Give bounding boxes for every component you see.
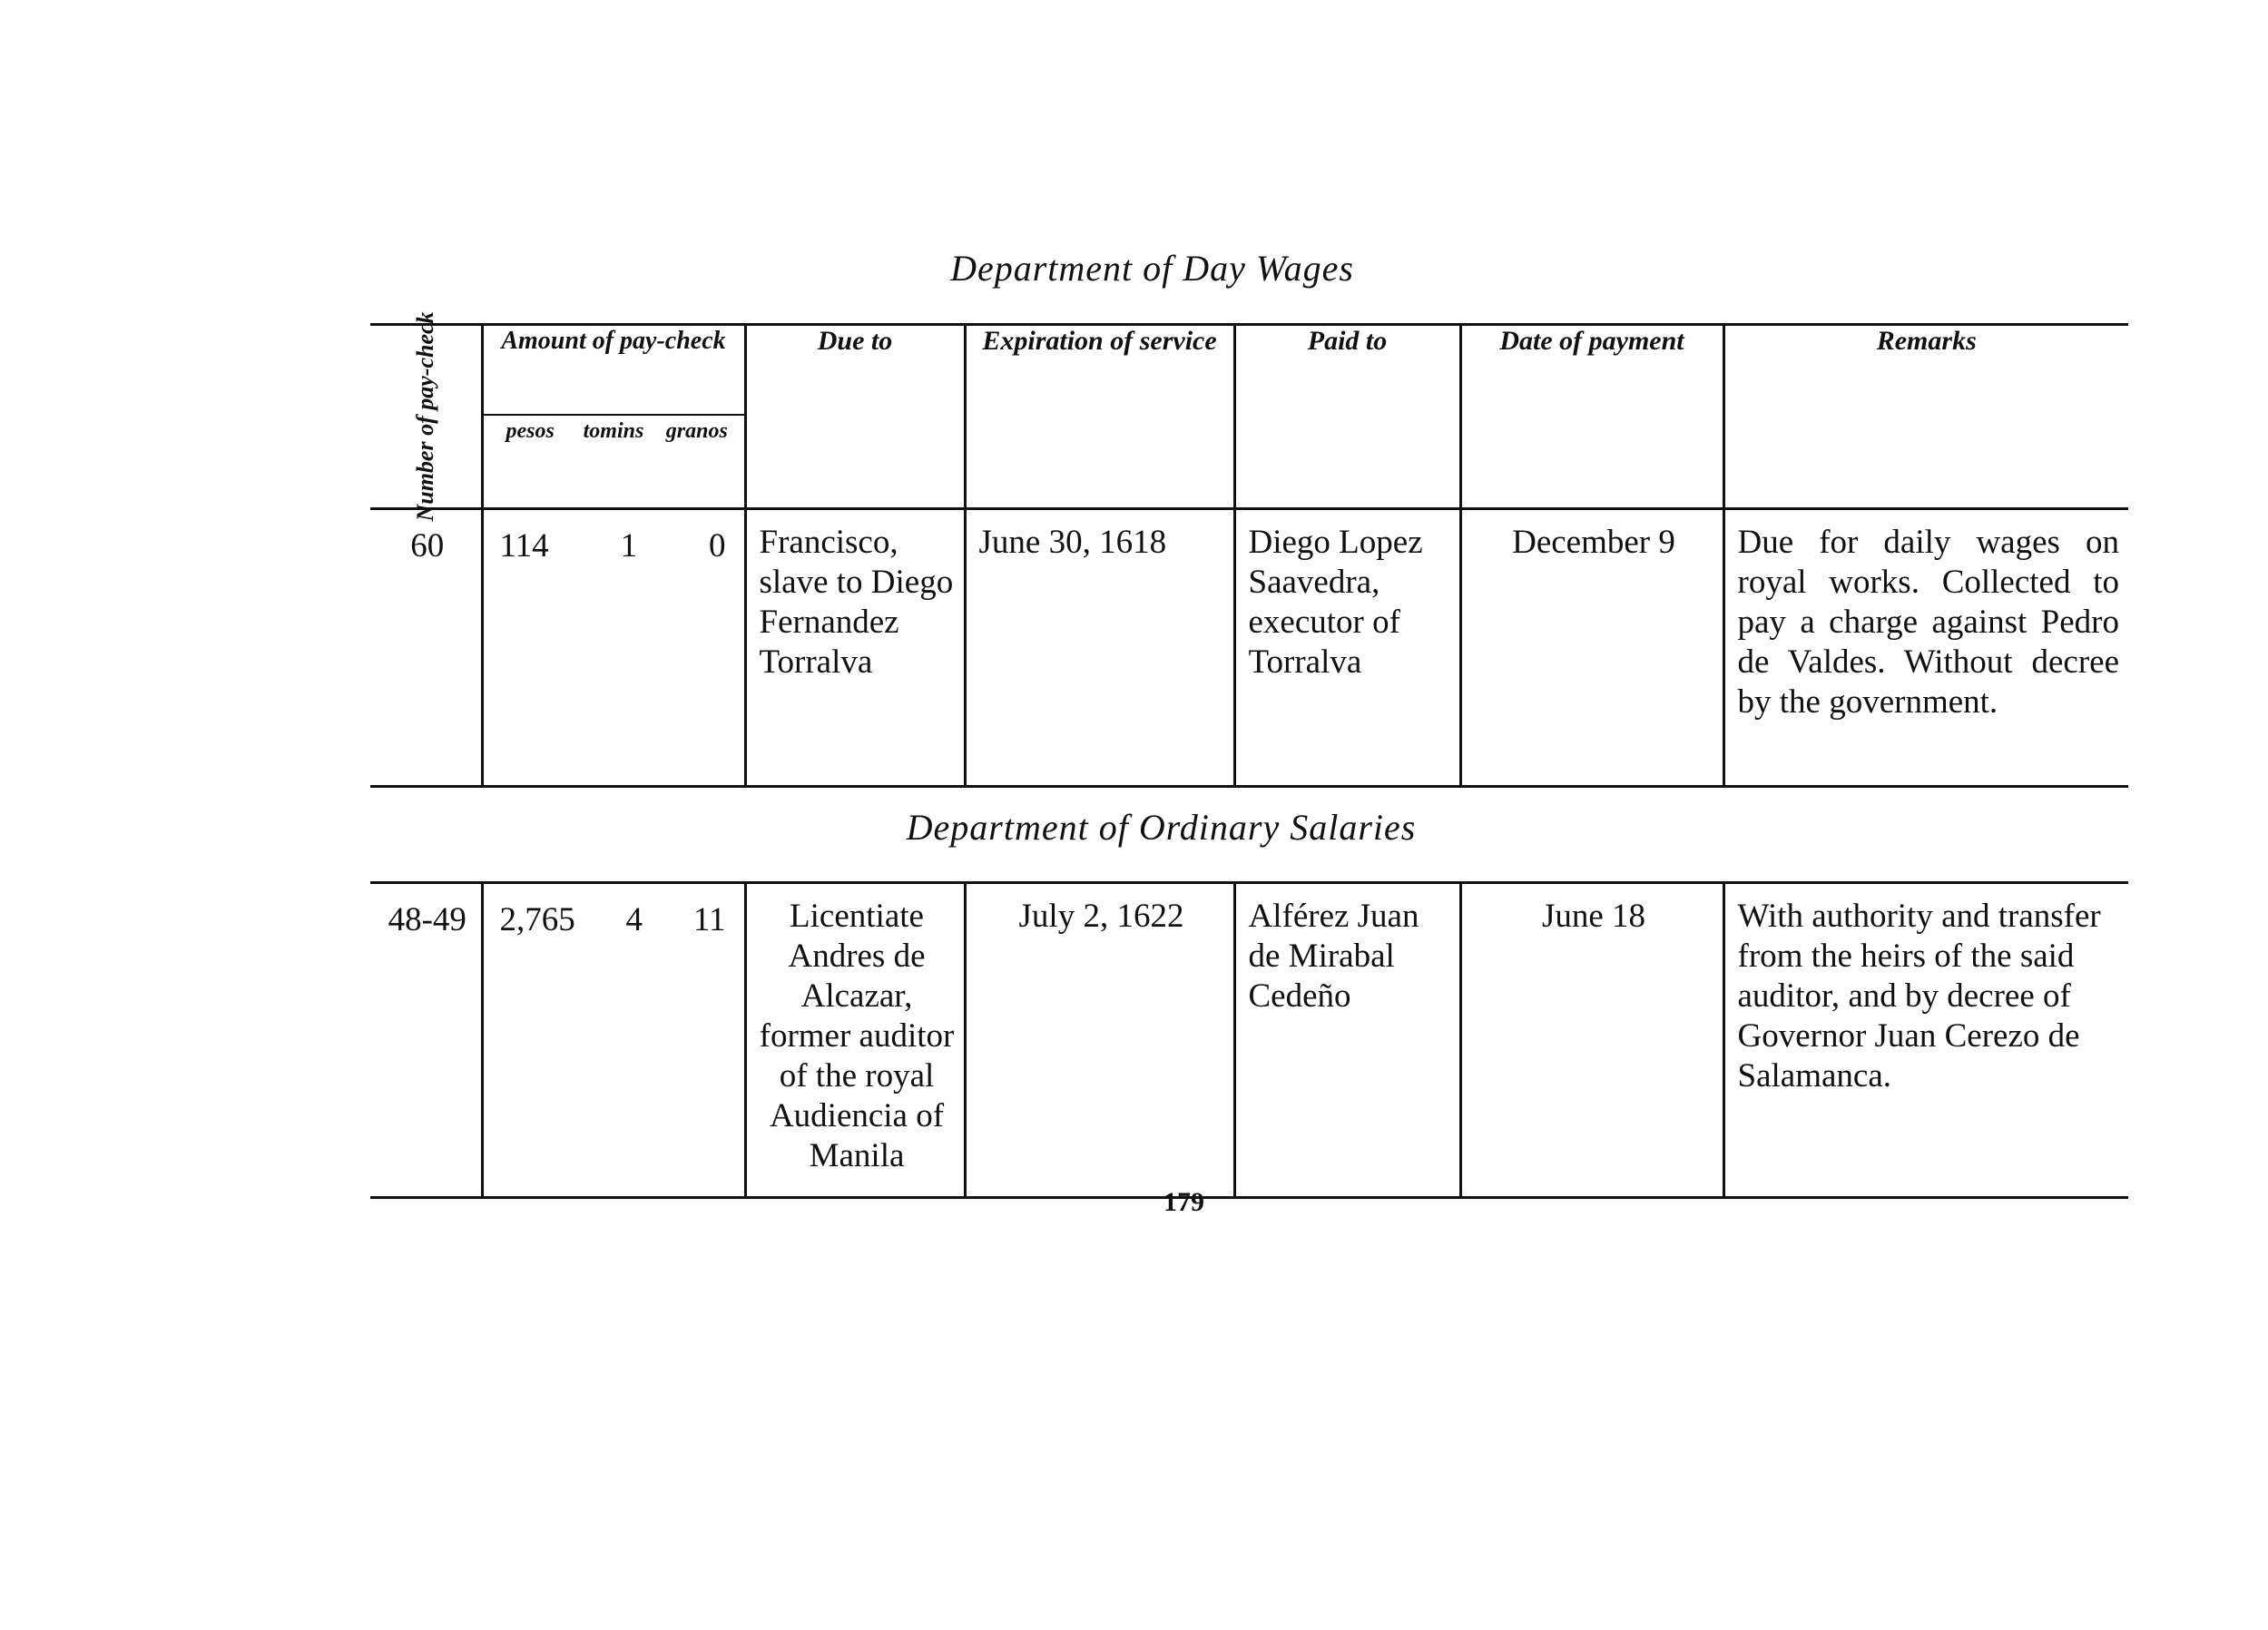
header-remarks: Remarks xyxy=(1723,325,2128,509)
header-number: Number of pay-check xyxy=(370,325,482,509)
header-amount: Amount of pay-check xyxy=(482,325,745,415)
header-pesos: pesos xyxy=(506,418,555,443)
section-title-day-wages: Department of Day Wages xyxy=(950,248,1354,289)
granos-value: 0 xyxy=(708,527,726,565)
date-of-payment-value: June 18 xyxy=(1460,883,1723,1198)
paycheck-number: 60 xyxy=(410,527,445,565)
paid-to-value: Alférez Juan de Mirabal Cedeño xyxy=(1234,883,1460,1198)
granos-value: 11 xyxy=(692,901,726,938)
day-wages-table xyxy=(370,311,2128,788)
date-of-payment-value: December 9 xyxy=(1460,509,1723,787)
header-amount-units xyxy=(482,415,745,509)
table-row xyxy=(370,883,2128,1198)
tomins-value: 4 xyxy=(625,901,643,938)
expiration-value: July 2, 1622 xyxy=(965,883,1234,1198)
remarks-value: With authority and transfer from the heirs of the said auditor, and by decree of Governor Juan Cerezo de Salamanca. xyxy=(1723,883,2128,1198)
tomins-value: 1 xyxy=(620,527,638,565)
paycheck-amount xyxy=(482,883,745,1198)
paycheck-number: 48-49 xyxy=(388,901,466,938)
pesos-value: 2,765 xyxy=(499,901,575,938)
paid-to-value: Diego Lopez Saavedra, executor of Torralva xyxy=(1234,509,1460,787)
page-number: 179 xyxy=(1163,1187,1204,1217)
due-to-value: Licentiate Andres de Alcazar, former auditor of the royal Audiencia of Manila xyxy=(745,883,965,1198)
paycheck-amount xyxy=(482,509,745,787)
header-granos: granos xyxy=(665,418,728,443)
ordinary-salaries-table xyxy=(370,881,2128,1199)
table-header-row xyxy=(370,325,2128,415)
section-title-ordinary-salaries: Department of Ordinary Salaries xyxy=(906,807,1417,848)
header-due-to: Due to xyxy=(745,325,965,509)
pesos-value: 114 xyxy=(499,527,549,565)
remarks-value: Due for daily wages on royal works. Collected to pay a charge against Pedro de Valdes. Without decree by the government. xyxy=(1723,509,2128,787)
header-date-of-payment: Date of payment xyxy=(1460,325,1723,509)
header-tomins: tomins xyxy=(583,418,644,443)
table-row xyxy=(370,509,2128,787)
header-expiration: Expiration of service xyxy=(965,325,1234,509)
due-to-value: Francisco, slave to Diego Fernandez Torralva xyxy=(745,509,965,787)
header-paid-to: Paid to xyxy=(1234,325,1460,509)
expiration-value: June 30, 1618 xyxy=(965,509,1234,787)
